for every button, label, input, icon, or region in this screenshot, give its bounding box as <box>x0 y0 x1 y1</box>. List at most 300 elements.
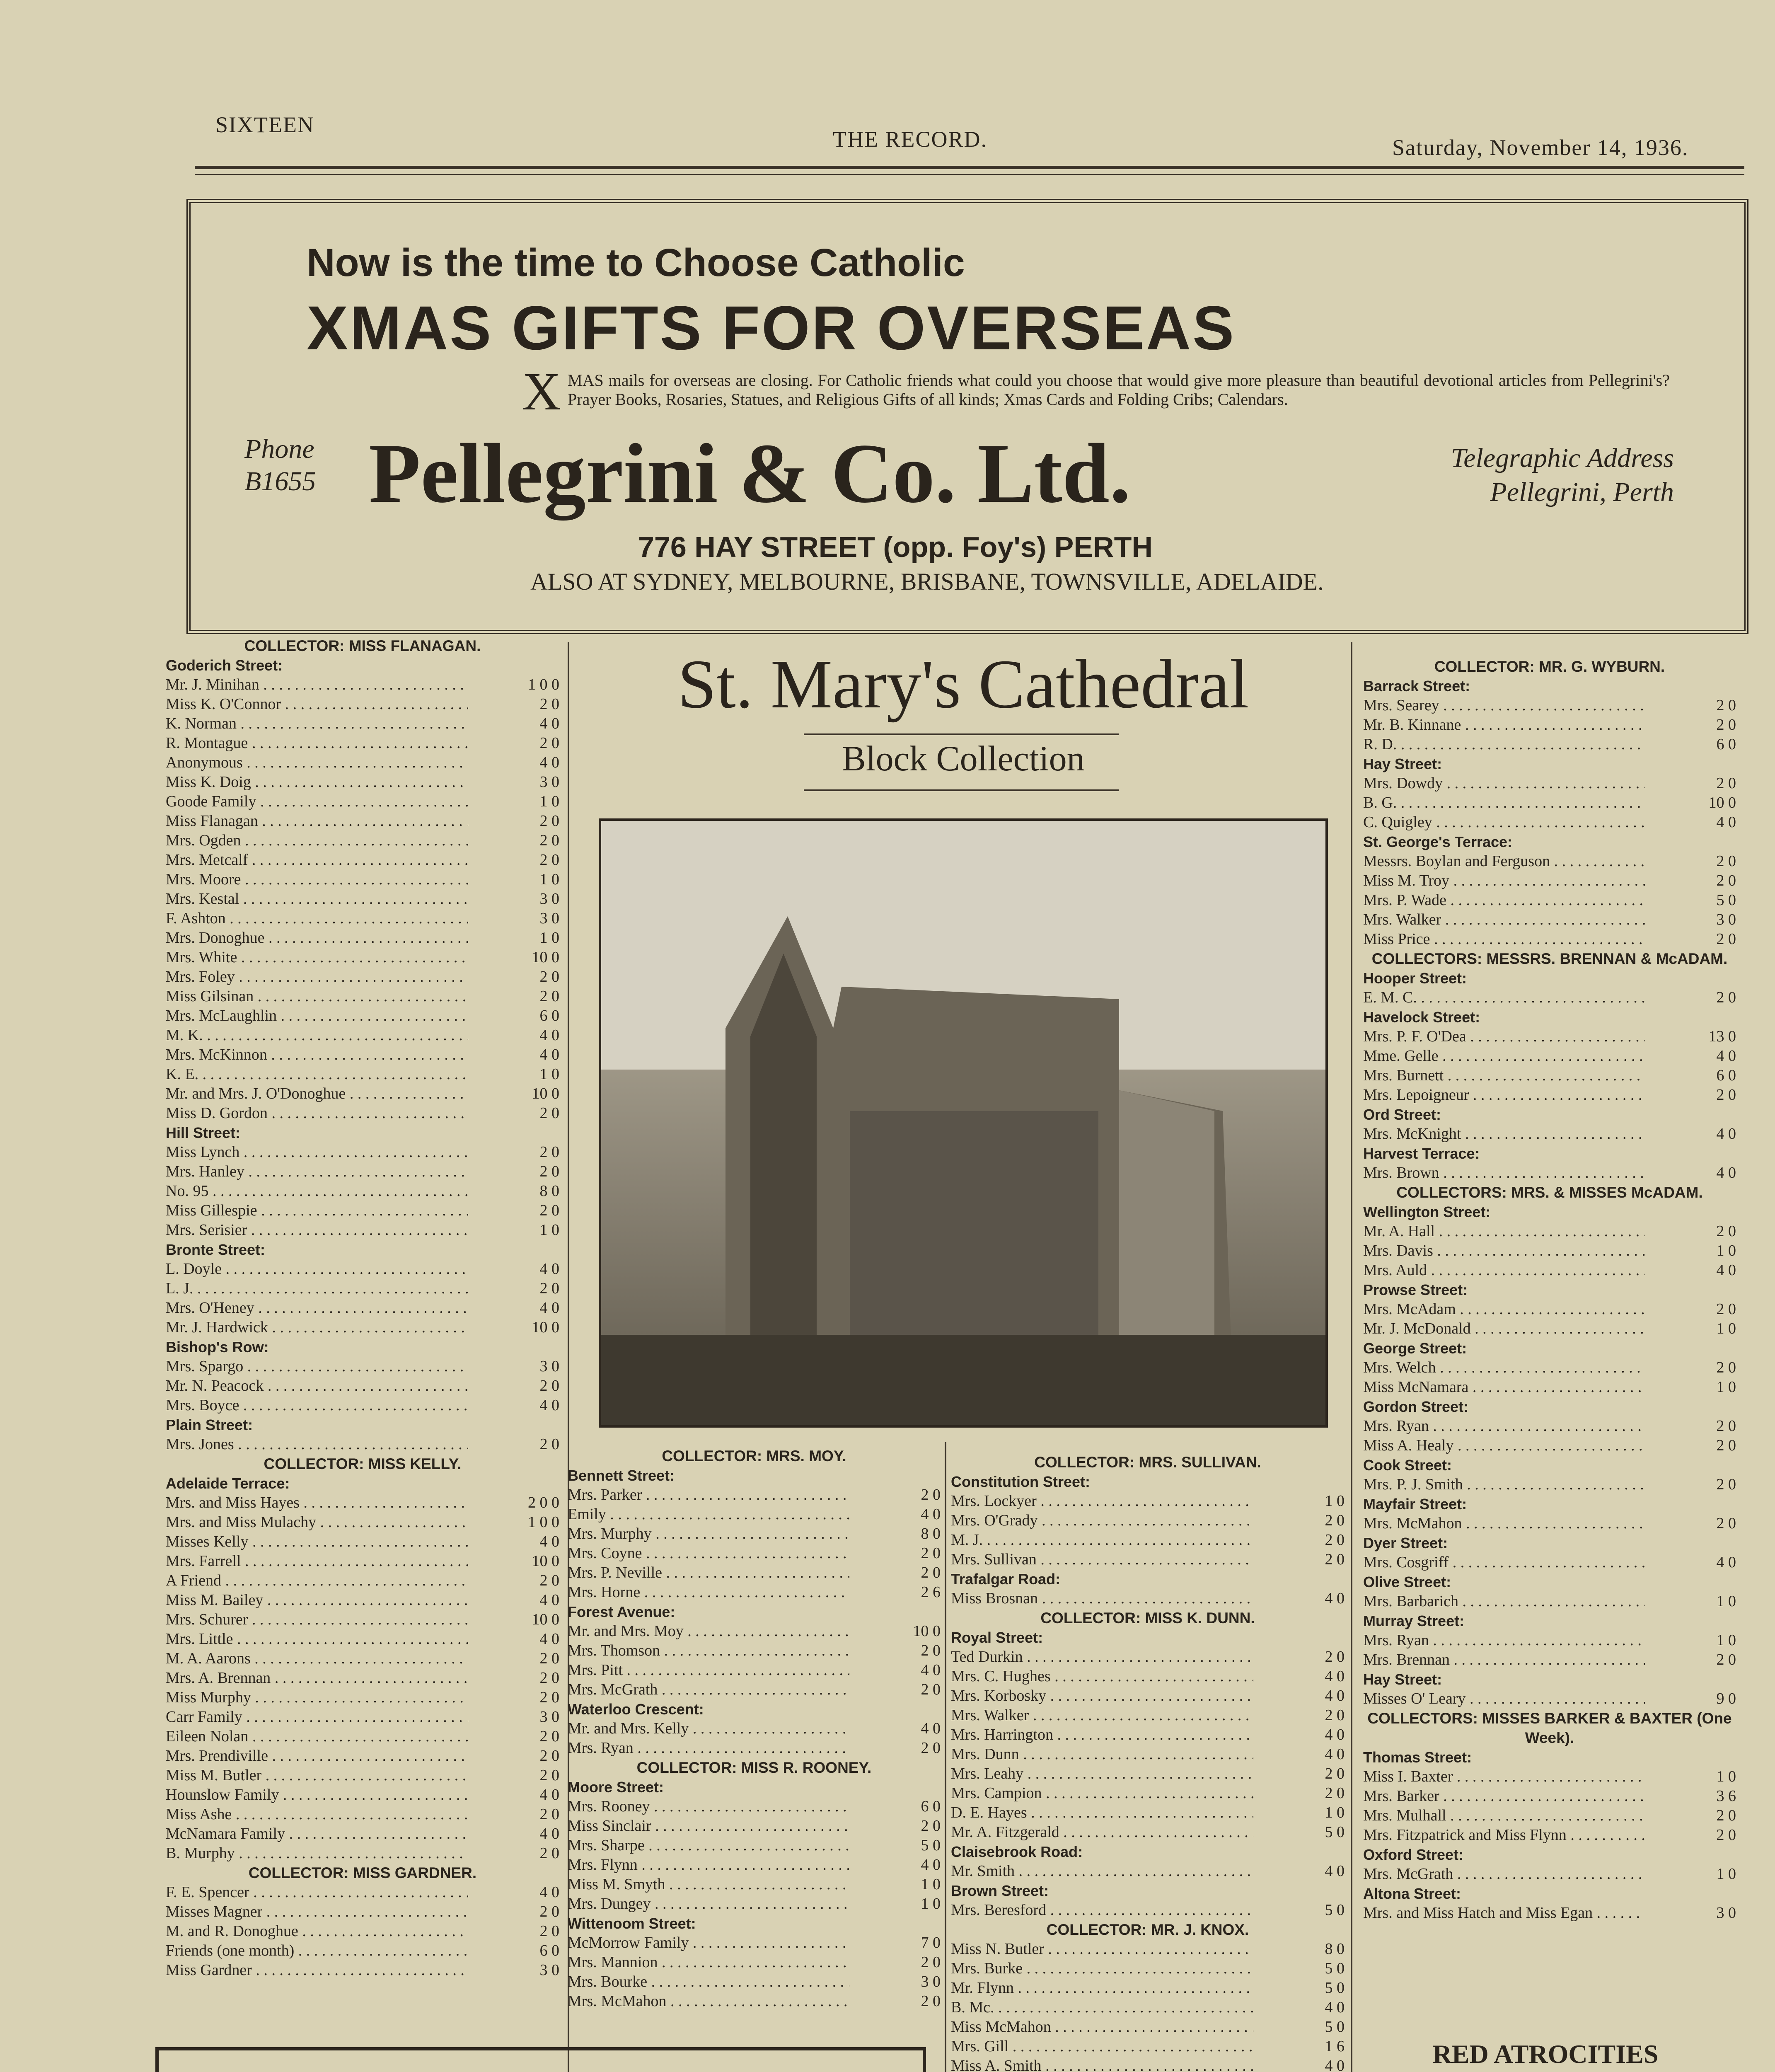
donor-name: Mr. Flynn . . . <box>951 1978 1253 1998</box>
donor-row <box>166 1318 559 1337</box>
donor-name: B. G. . . . <box>1363 793 1645 813</box>
donation-amount: 3 0 <box>539 773 559 791</box>
donor-name: Miss K. Doig . . . <box>166 772 468 792</box>
donor-name: Mrs. McGrath . . . <box>1363 1864 1645 1884</box>
donor-name: Mrs. Lockyer . . . <box>951 1491 1253 1511</box>
donor-row <box>166 1493 559 1513</box>
donor-name: Mrs. Brown . . . <box>1363 1163 1645 1183</box>
donor-row <box>166 1162 559 1181</box>
donor-row <box>166 1376 559 1396</box>
donation-amount: 5 0 <box>1325 1901 1345 1919</box>
collector-heading: COLLECTOR: MRS. MOY. <box>662 1447 846 1464</box>
donor-row <box>951 1978 1345 1998</box>
donor-row <box>951 1706 1345 1725</box>
donation-amount: 3 0 <box>921 1973 941 1990</box>
donor-name: Mrs. Hanley . . . <box>166 1162 468 1181</box>
donor-name: Miss Lynch . . . <box>166 1143 468 1162</box>
donation-amount: 2 0 <box>1716 1222 1736 1240</box>
donor-row <box>166 1084 559 1104</box>
street-heading: Prowse Street: <box>1363 1281 1468 1298</box>
donation-amount: 2 0 <box>539 1903 559 1920</box>
donation-amount: 2 0 <box>1716 716 1736 733</box>
donation-amount: 2 0 <box>1716 1651 1736 1668</box>
donor-row <box>166 1629 559 1649</box>
donor-name: No. 95 . . . <box>166 1181 468 1201</box>
donor-row <box>166 1785 559 1805</box>
donor-row <box>951 1589 1345 1608</box>
donor-name: M. J. . . . <box>951 1530 1253 1550</box>
donor-name: Mrs. Lepoigneur . . . <box>1363 1085 1645 1105</box>
donation-amount: 2 0 <box>921 1564 941 1581</box>
donation-amount: 2 0 <box>539 1202 559 1219</box>
donation-amount: 2 0 <box>1716 1476 1736 1493</box>
donation-amount: 2 0 <box>921 1486 941 1503</box>
donation-amount: 1 0 <box>539 929 559 946</box>
donor-row <box>1363 1786 1736 1806</box>
street-heading: Olive Street: <box>1363 1573 1451 1590</box>
donation-amount: 2 0 <box>539 1669 559 1687</box>
donation-amount: 13 0 <box>1708 1028 1736 1045</box>
donor-row <box>166 1941 559 1961</box>
donor-row <box>951 1861 1345 1881</box>
donor-name: Mr. and Mrs. Moy . . . <box>568 1622 849 1641</box>
donor-row <box>568 1953 941 1972</box>
donation-amount: 2 0 <box>921 1992 941 2010</box>
donation-amount: 4 0 <box>1716 1164 1736 1181</box>
donation-amount: 2 0 <box>1325 1551 1345 1568</box>
donor-row <box>568 1661 941 1680</box>
cathedral-title: St. Mary's Cathedral <box>677 646 1249 723</box>
donor-name: L. J. . . . <box>166 1279 468 1298</box>
donor-name: Mrs. Serisier . . . <box>166 1220 468 1240</box>
donation-amount: 4 0 <box>539 1825 559 1842</box>
street-heading: Brown Street: <box>951 1882 1049 1899</box>
donation-amount: 10 0 <box>532 1319 559 1336</box>
street-heading: Hill Street: <box>166 1124 241 1141</box>
donor-name: Mrs. Walker . . . <box>951 1706 1253 1725</box>
donor-row <box>1363 1514 1736 1533</box>
donation-amount: 4 0 <box>1716 1125 1736 1143</box>
donor-row <box>1363 1241 1736 1261</box>
donor-name: Mrs. Jones . . . <box>166 1435 468 1454</box>
donor-row <box>166 1513 559 1532</box>
donor-name: Mrs. Metcalf . . . <box>166 850 468 870</box>
donation-amount: 2 0 <box>539 1104 559 1122</box>
donor-row <box>166 1065 559 1084</box>
donor-row <box>166 909 559 928</box>
collector-heading: COLLECTOR: MISS R. ROONEY. <box>636 1759 872 1776</box>
donation-amount: 2 0 <box>539 1767 559 1784</box>
issue-date: Saturday, November 14, 1936. <box>1392 135 1689 160</box>
donation-amount: 6 0 <box>539 1942 559 1959</box>
donor-row <box>166 1201 559 1220</box>
donation-amount: 2 0 <box>1325 1648 1345 1665</box>
donor-row <box>568 1680 941 1699</box>
donor-name: Miss D. Gordon . . . <box>166 1104 468 1123</box>
donor-row <box>166 1766 559 1785</box>
donor-row <box>166 1707 559 1727</box>
donor-name: Mrs. Searey . . . <box>1363 696 1645 715</box>
donation-amount: 1 0 <box>1325 1804 1345 1821</box>
donor-row <box>1363 929 1736 949</box>
donor-name: Mrs. Kestal . . . <box>166 889 468 909</box>
donor-name: Mrs. Auld . . . <box>1363 1261 1645 1280</box>
column-4 <box>1363 657 1736 1923</box>
donor-name: Mr. N. Peacock . . . <box>166 1376 468 1396</box>
donor-name: Mrs. A. Brennan . . . <box>166 1668 468 1688</box>
column-divider <box>1351 642 1352 2072</box>
donation-amount: 2 0 <box>1716 1359 1736 1376</box>
donor-name: Emily . . . <box>568 1505 849 1524</box>
donor-row <box>1363 891 1736 910</box>
donor-row <box>166 811 559 831</box>
donor-name: Mme. Gelle . . . <box>1363 1046 1645 1066</box>
donor-name: Mrs. Little . . . <box>166 1629 468 1649</box>
street-heading: Gordon Street: <box>1363 1398 1469 1415</box>
donor-name: Messrs. Boylan and Ferguson . . . <box>1363 852 1645 871</box>
donor-row <box>951 1745 1345 1764</box>
donation-amount: 8 0 <box>1325 1940 1345 1958</box>
street-heading: Hay Street: <box>1363 755 1442 772</box>
donor-row <box>1363 715 1736 735</box>
street-heading: Plain Street: <box>166 1416 253 1433</box>
street-heading: Goderich Street: <box>166 657 283 674</box>
collector-heading: COLLECTOR: MISS FLANAGAN. <box>244 637 481 654</box>
column-1 <box>166 636 559 1980</box>
donor-name: Miss M. Troy . . . <box>1363 871 1645 891</box>
street-heading: Claisebrook Road: <box>951 1843 1083 1860</box>
donor-row <box>951 2017 1345 2037</box>
street-heading: Royal Street: <box>951 1629 1043 1646</box>
donation-amount: 1 0 <box>539 871 559 888</box>
street-heading: Bishop's Row: <box>166 1339 269 1356</box>
donation-amount: 4 0 <box>539 1397 559 1414</box>
donor-name: Miss Murphy . . . <box>166 1688 468 1707</box>
donor-name: Misses Magner . . . <box>166 1902 468 1922</box>
donor-name: Miss A. Healy . . . <box>1363 1436 1645 1455</box>
cathedral-photo <box>599 818 1328 1428</box>
street-heading: Waterloo Crescent: <box>568 1701 704 1718</box>
donor-name: Mrs. Mulhall . . . <box>1363 1806 1645 1825</box>
donation-amount: 2 0 <box>921 1739 941 1757</box>
donation-amount: 2 0 <box>1325 1706 1345 1724</box>
donor-name: Mrs. P. F. O'Dea . . . <box>1363 1027 1645 1046</box>
red-atrocities-article <box>1363 2039 1728 2072</box>
donor-row <box>568 1544 941 1563</box>
donation-amount: 2 0 <box>1716 989 1736 1006</box>
masthead: THE RECORD. <box>833 127 987 152</box>
collector-heading: COLLECTOR: MISS GARDNER. <box>248 1864 477 1881</box>
donation-amount: 4 0 <box>1325 1862 1345 1880</box>
donation-amount: 2 0 <box>1325 1784 1345 1802</box>
donor-row <box>1363 1631 1736 1650</box>
donor-row <box>568 1894 941 1914</box>
street-heading: Constitution Street: <box>951 1473 1090 1490</box>
donor-row <box>1363 1066 1736 1085</box>
donor-name: Mrs. O'Grady . . . <box>951 1511 1253 1530</box>
donation-amount: 2 0 0 <box>528 1494 559 1511</box>
donor-row <box>166 928 559 948</box>
street-heading: Bennett Street: <box>568 1467 675 1484</box>
donor-row <box>568 1563 941 1583</box>
donor-name: K. E. . . . <box>166 1065 468 1084</box>
donor-name: E. M. C. . . . <box>1363 988 1645 1007</box>
donor-row <box>568 1622 941 1641</box>
donation-amount: 2 0 <box>539 851 559 869</box>
donation-amount: 2 0 <box>1716 930 1736 948</box>
donor-name: Mrs. Harrington . . . <box>951 1725 1253 1745</box>
donation-amount: 1 0 <box>921 1876 941 1893</box>
donor-row <box>1363 1864 1736 1884</box>
donor-name: Mrs. Donoghue . . . <box>166 928 468 948</box>
street-heading: Ord Street: <box>1363 1106 1441 1123</box>
donation-amount: 1 0 <box>1716 1768 1736 1785</box>
donation-amount: 2 0 <box>1716 1300 1736 1318</box>
donor-row <box>166 1259 559 1279</box>
donor-name: Mrs. P. Wade . . . <box>1363 891 1645 910</box>
donation-amount: 4 0 <box>1325 1668 1345 1685</box>
street-heading: Mayfair Street: <box>1363 1496 1467 1513</box>
donor-name: Miss K. O'Connor . . . <box>166 695 468 714</box>
donor-row <box>1363 1903 1736 1923</box>
donation-amount: 2 0 <box>1325 1765 1345 1782</box>
donation-amount: 2 0 <box>1716 697 1736 714</box>
street-heading: Trafalgar Road: <box>951 1571 1061 1588</box>
donation-amount: 2 0 <box>539 695 559 713</box>
donor-row <box>166 1357 559 1376</box>
donor-name: Miss I. Baxter . . . <box>1363 1767 1645 1786</box>
donor-name: Mrs. Leahy . . . <box>951 1764 1253 1784</box>
street-heading: Altona Street: <box>1363 1885 1461 1902</box>
donor-row <box>1363 1553 1736 1572</box>
collector-heading: COLLECTORS: MRS. & MISSES McADAM. <box>1396 1184 1703 1201</box>
street-heading: Hay Street: <box>1363 1671 1442 1688</box>
donation-amount: 2 0 <box>539 988 559 1005</box>
donor-row <box>166 714 559 733</box>
donor-name: Goode Family . . . <box>166 792 468 811</box>
donor-name: L. Doyle . . . <box>166 1259 468 1279</box>
donor-name: McMorrow Family . . . <box>568 1933 849 1953</box>
donor-row <box>166 1143 559 1162</box>
donation-amount: 2 0 <box>1325 1531 1345 1549</box>
donation-amount: 3 0 <box>539 1358 559 1375</box>
donation-amount: 2 0 <box>921 1817 941 1835</box>
donation-amount: 3 0 <box>539 1708 559 1726</box>
donor-row <box>166 733 559 753</box>
donor-name: Miss N. Butler . . . <box>951 1939 1253 1959</box>
donor-row <box>166 695 559 714</box>
donation-amount: 2 0 <box>539 832 559 849</box>
donor-name: Ted Durkin . . . <box>951 1647 1253 1667</box>
donor-name: Mrs. Burnett . . . <box>1363 1066 1645 1085</box>
donor-row <box>1363 1416 1736 1436</box>
donor-name: Mrs. Horne . . . <box>568 1583 849 1602</box>
donor-row <box>951 1725 1345 1745</box>
donor-name: Mr. J. Minihan . . . <box>166 675 468 695</box>
donation-amount: 10 0 <box>532 1552 559 1570</box>
donor-name: Mrs. Beresford . . . <box>951 1900 1253 1920</box>
ad-body: MAS mails for overseas are closing. For Catholic friends what could you choose that would give more pleasure than beautiful devotional articles from Pellegrini's? Prayer Books, Rosaries, Statues, and Religious Gifts of all kinds; Xmas Cards and Folding Cribs; Calendars. <box>568 371 1670 409</box>
donor-row <box>1363 852 1736 871</box>
donor-row <box>166 792 559 811</box>
donor-name: Mrs. Brennan . . . <box>1363 1650 1645 1670</box>
donor-name: Mrs. Mannion . . . <box>568 1953 849 1972</box>
donor-name: C. Quigley . . . <box>1363 813 1645 832</box>
donor-row <box>951 1530 1345 1550</box>
donor-row <box>166 889 559 909</box>
donation-amount: 2 0 <box>1716 852 1736 870</box>
donation-amount: 4 0 <box>539 1046 559 1063</box>
donor-row <box>951 2056 1345 2072</box>
pellegrini-ad <box>186 199 1748 634</box>
donor-row <box>166 850 559 870</box>
donor-row <box>166 1220 559 1240</box>
street-heading: Thomas Street: <box>1363 1749 1472 1766</box>
donor-name: Mrs. McMahon . . . <box>1363 1514 1645 1533</box>
street-heading: Hooper Street: <box>1363 970 1467 987</box>
donor-name: Mrs. Rooney . . . <box>568 1797 849 1816</box>
street-heading: Dyer Street: <box>1363 1535 1448 1552</box>
donor-row <box>1363 988 1736 1007</box>
donor-row <box>951 1939 1345 1959</box>
collector-heading: COLLECTOR: MRS. SULLIVAN. <box>1034 1454 1261 1471</box>
donor-name: Misses O' Leary . . . <box>1363 1689 1645 1709</box>
donor-name: Mrs. Dunn . . . <box>951 1745 1253 1764</box>
donor-row <box>166 772 559 792</box>
street-heading: Wittenoom Street: <box>568 1915 696 1932</box>
donor-name: Mr. J. McDonald . . . <box>1363 1319 1645 1339</box>
donor-name: A Friend . . . <box>166 1571 468 1590</box>
donation-amount: 8 0 <box>539 1182 559 1200</box>
donor-row <box>166 1590 559 1610</box>
donation-amount: 2 0 <box>539 1922 559 1940</box>
street-heading: Forest Avenue: <box>568 1603 675 1620</box>
donation-amount: 10 0 <box>532 1611 559 1628</box>
donation-amount: 4 0 <box>539 1026 559 1044</box>
donor-row <box>1363 813 1736 832</box>
donor-name: Miss Gilsinan . . . <box>166 987 468 1006</box>
donor-name: Mrs. Korbosky . . . <box>951 1686 1253 1706</box>
donor-row <box>951 1900 1345 1920</box>
donor-name: K. Norman . . . <box>166 714 468 733</box>
donor-name: Mrs. McKinnon . . . <box>166 1045 468 1065</box>
donor-row <box>166 831 559 850</box>
donor-row <box>1363 1027 1736 1046</box>
donation-amount: 1 0 <box>539 1221 559 1239</box>
donation-amount: 6 0 <box>921 1798 941 1815</box>
donation-amount: 4 0 <box>539 1591 559 1609</box>
donation-amount: 2 0 <box>539 1650 559 1667</box>
donation-amount: 1 0 0 <box>528 676 559 693</box>
collector-heading: COLLECTORS: MESSRS. BRENNAN & McADAM. <box>1371 950 1728 967</box>
page-number: SIXTEEN <box>215 112 314 137</box>
donor-row <box>951 1823 1345 1842</box>
donor-name: R. Montague . . . <box>166 733 468 753</box>
donor-row <box>166 1006 559 1026</box>
donor-row <box>951 1647 1345 1667</box>
donor-row <box>1363 1163 1736 1183</box>
donor-row <box>166 1181 559 1201</box>
donation-amount: 1 6 <box>1325 2038 1345 2055</box>
donor-name: Mrs. Dungey . . . <box>568 1894 849 1914</box>
donation-amount: 2 0 <box>1716 1826 1736 1844</box>
ad-address: 776 HAY STREET (opp. Foy's) PERTH <box>638 531 1153 563</box>
donor-row <box>568 1797 941 1816</box>
donor-name: Mrs. Bourke . . . <box>568 1972 849 1992</box>
donor-row <box>568 1485 941 1505</box>
donor-name: Mrs. Walker . . . <box>1363 910 1645 929</box>
donor-name: Mrs. P. J. Smith . . . <box>1363 1475 1645 1494</box>
donation-amount: 2 0 <box>1716 1515 1736 1532</box>
donor-row <box>1363 871 1736 891</box>
donation-amount: 1 0 <box>921 1895 941 1912</box>
donation-amount: 10 0 <box>532 1085 559 1102</box>
donor-row <box>1363 1592 1736 1611</box>
street-heading: Adelaide Terrace: <box>166 1475 290 1492</box>
street-heading: Havelock Street: <box>1363 1009 1480 1026</box>
donor-row <box>166 1668 559 1688</box>
donation-amount: 2 0 <box>539 1435 559 1453</box>
collector-heading: COLLECTOR: MISS K. DUNN. <box>1040 1610 1255 1627</box>
donor-name: Mrs. Ryan . . . <box>1363 1416 1645 1436</box>
donation-amount: 2 6 <box>921 1583 941 1601</box>
donation-amount: 8 0 <box>921 1525 941 1542</box>
street-heading: Bronte Street: <box>166 1241 266 1258</box>
donor-row <box>1363 1650 1736 1670</box>
donation-amount: 3 0 <box>1716 911 1736 928</box>
donation-amount: 10 0 <box>1708 794 1736 811</box>
donation-amount: 2 0 <box>1716 1437 1736 1454</box>
donor-row <box>951 1998 1345 2017</box>
donation-amount: 1 0 <box>1325 1492 1345 1510</box>
donor-name: Miss Price . . . <box>1363 929 1645 949</box>
donor-name: Mrs. Flynn . . . <box>568 1855 849 1875</box>
donor-name: Mr. and Mrs. J. O'Donoghue . . . <box>166 1084 468 1104</box>
donation-amount: 4 0 <box>1325 1590 1345 1607</box>
donor-name: B. Murphy . . . <box>166 1844 468 1863</box>
donation-amount: 4 0 <box>1325 1745 1345 1763</box>
donation-amount: 1 0 <box>1716 1242 1736 1259</box>
donor-name: Mrs. Pitt . . . <box>568 1661 849 1680</box>
donor-name: Mrs. Ogden . . . <box>166 831 468 850</box>
street-heading: Moore Street: <box>568 1779 664 1796</box>
donor-row <box>166 1026 559 1045</box>
donor-row <box>1363 1319 1736 1339</box>
cathedral-subtitle: Block Collection <box>842 738 1085 778</box>
donor-name: Mrs. Prendiville . . . <box>166 1746 468 1766</box>
donor-name: Miss M. Smyth . . . <box>568 1875 849 1894</box>
donor-name: Mrs. and Miss Hayes . . . <box>166 1493 468 1513</box>
donor-row <box>166 1922 559 1941</box>
donation-amount: 2 0 <box>539 1280 559 1297</box>
donation-amount: 4 0 <box>1716 1554 1736 1571</box>
donor-name: Mrs. Murphy . . . <box>568 1524 849 1544</box>
donation-amount: 2 0 <box>539 1377 559 1394</box>
ad-telegraphic: Telegraphic Address Pellegrini, Perth <box>1451 443 1674 507</box>
street-heading: Barrack Street: <box>1363 678 1470 695</box>
article-title: RED ATROCITIES <box>1432 2039 1659 2069</box>
ad-phone: Phone B1655 <box>244 434 316 496</box>
donor-row <box>166 1746 559 1766</box>
donor-name: F. E. Spencer . . . <box>166 1883 468 1902</box>
donor-name: Friends (one month) . . . <box>166 1941 468 1961</box>
donation-amount: 2 0 <box>921 1681 941 1698</box>
donor-row <box>166 1610 559 1629</box>
donor-name: Mrs. and Miss Hatch and Miss Egan . . . <box>1363 1903 1645 1923</box>
column-2 <box>568 1446 941 2011</box>
donor-row <box>166 1883 559 1902</box>
donor-row <box>1363 1358 1736 1377</box>
